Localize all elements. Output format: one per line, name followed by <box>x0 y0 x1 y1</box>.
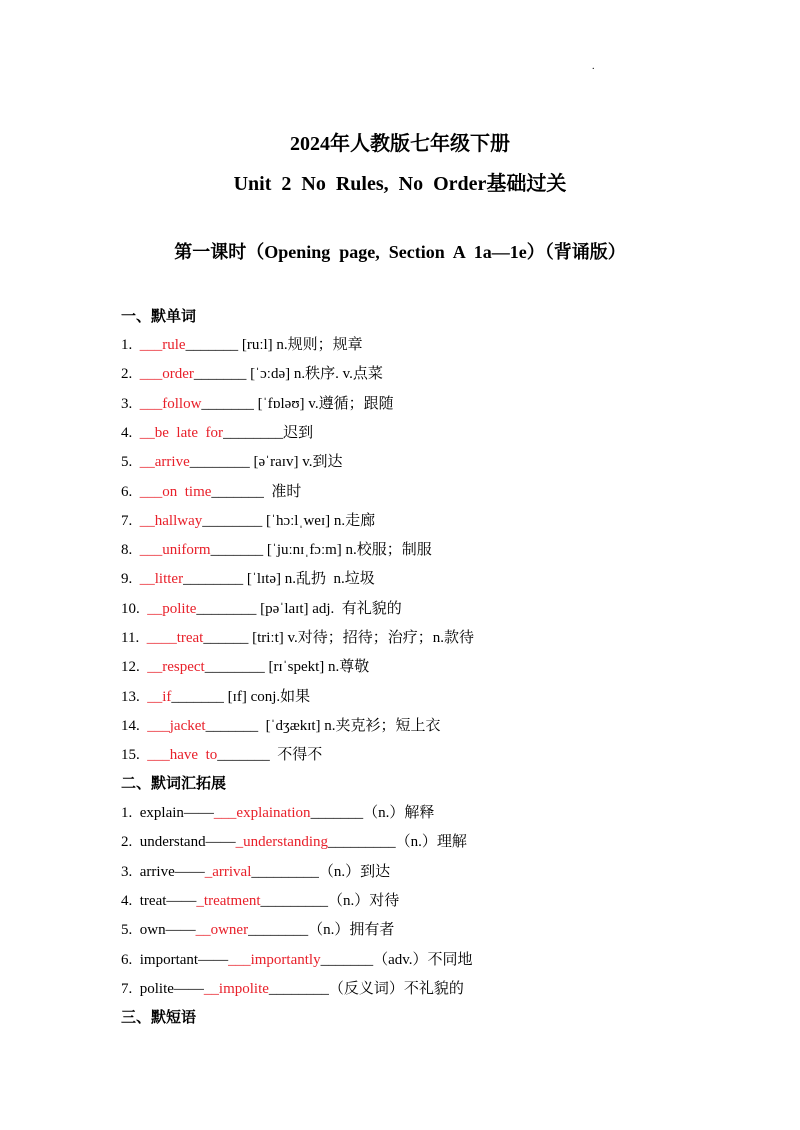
answer-text: treatment <box>203 893 261 909</box>
page-title: 2024年人教版七年级下册 <box>290 133 510 155</box>
section-heading-vocab-extension: 二、默词汇拓展 <box>121 776 227 792</box>
item-number: 8. <box>121 542 140 558</box>
item-definition: [ˈlɪtə] n.乱扔 n.垃圾 <box>243 571 375 587</box>
item-definition: [triːt] v.对待；招待；治疗；n.款待 <box>248 630 475 646</box>
word-item <box>121 716 441 736</box>
blank-post: _______ <box>217 747 270 763</box>
word-item <box>121 482 301 502</box>
word-item <box>121 745 322 765</box>
vocab-item <box>121 920 394 940</box>
blank-post: _______ <box>201 396 254 412</box>
blank-post: _________ <box>260 893 329 909</box>
item-definition: [ɪf] conj.如果 <box>223 689 311 705</box>
item-number: 1. <box>121 337 140 353</box>
item-number: 15. <box>121 747 148 763</box>
item-definition: [əˈraɪv] v.到达 <box>249 454 343 470</box>
item-definition: [ruːl] n.规则；规章 <box>238 337 363 353</box>
answer-text: order <box>162 366 194 382</box>
blank-post: ________ <box>196 601 257 617</box>
vocab-item <box>121 891 399 911</box>
item-number: 5. <box>121 922 140 938</box>
word-item <box>121 628 474 648</box>
item-number: 1. <box>121 805 140 821</box>
blank-pre: ___ <box>228 952 251 968</box>
item-definition: （n.）拥有者 <box>308 922 395 938</box>
blank-pre: ___ <box>139 337 163 353</box>
base-word: arrive—— <box>139 864 205 880</box>
blank-pre: ___ <box>139 484 163 500</box>
blank-pre: __ <box>195 922 211 938</box>
item-number: 7. <box>121 513 140 529</box>
blank-pre: __ <box>147 689 163 705</box>
item-definition: [rɪˈspekt] n.尊敬 <box>264 659 370 675</box>
answer-text: follow <box>162 396 202 412</box>
item-definition: 不得不 <box>269 747 323 763</box>
answer-text: owner <box>210 922 249 938</box>
blank-post: _______ <box>193 366 247 382</box>
word-item <box>121 540 432 560</box>
item-number: 3. <box>121 396 140 412</box>
answer-text: on time <box>162 484 212 500</box>
item-definition: 准时 <box>263 484 302 500</box>
blank-post: ______ <box>203 630 249 646</box>
vocab-item <box>121 950 473 970</box>
blank-pre: ___ <box>139 396 163 412</box>
answer-text: uniform <box>162 542 211 558</box>
answer-text: polite <box>162 601 197 617</box>
item-definition: [ˈdʒækɪt] n.夹克衫；短上衣 <box>258 718 441 734</box>
item-number: 2. <box>121 366 140 382</box>
blank-pre: __ <box>139 513 155 529</box>
item-number: 12. <box>121 659 148 675</box>
word-item <box>121 511 375 531</box>
blank-post: _______ <box>211 484 264 500</box>
blank-post: ________ <box>268 981 329 997</box>
item-definition: （n.）对待 <box>328 893 400 909</box>
base-word: treat—— <box>139 893 197 909</box>
item-number: 4. <box>121 425 140 441</box>
word-item <box>121 335 363 355</box>
answer-text: respect <box>162 659 205 675</box>
page-subtitle: Unit 2 No Rules, No Order基础过关 <box>233 173 567 195</box>
section-heading-phrases: 三、默短语 <box>121 1010 197 1026</box>
answer-text: understanding <box>243 834 329 850</box>
corner-dot: . <box>592 61 595 72</box>
item-definition: [pəˈlaɪt] adj. 有礼貌的 <box>256 601 402 617</box>
item-number: 7. <box>121 981 140 997</box>
item-number: 9. <box>121 571 140 587</box>
word-item <box>121 364 383 384</box>
blank-post: ________ <box>189 454 250 470</box>
answer-text: impolite <box>218 981 269 997</box>
blank-post: ________ <box>202 513 263 529</box>
answer-text: importantly <box>250 952 321 968</box>
blank-post: ________ <box>223 425 284 441</box>
vocab-item <box>121 862 390 882</box>
item-definition: [ˈjuːnɪˌfɔːm] n.校服；制服 <box>263 542 432 558</box>
item-number: 6. <box>121 484 140 500</box>
blank-post: _______ <box>210 542 264 558</box>
item-number: 14. <box>121 718 148 734</box>
item-definition: （n.）解释 <box>363 805 435 821</box>
blank-pre: ___ <box>213 805 237 821</box>
blank-post: ________ <box>248 922 309 938</box>
blank-pre: _ <box>204 864 213 880</box>
word-item <box>121 452 342 472</box>
blank-post: _________ <box>251 864 319 880</box>
item-definition: （n.）理解 <box>395 834 467 850</box>
item-number: 10. <box>121 601 148 617</box>
vocab-item <box>121 832 467 852</box>
answer-text: rule <box>162 337 186 353</box>
item-definition: （n.）到达 <box>318 864 391 880</box>
answer-text: if <box>162 689 172 705</box>
word-item <box>121 657 369 677</box>
blank-pre: __ <box>147 659 163 675</box>
item-number: 2. <box>121 834 140 850</box>
item-number: 5. <box>121 454 140 470</box>
blank-pre: ___ <box>147 747 170 763</box>
answer-text: jacket <box>169 718 206 734</box>
item-number: 13. <box>121 689 148 705</box>
section-heading-words: 一、默单词 <box>121 309 197 325</box>
answer-text: treat <box>176 630 204 646</box>
base-word: polite—— <box>139 981 204 997</box>
blank-pre: __ <box>139 571 155 587</box>
blank-pre: __ <box>139 454 155 470</box>
answer-text: arrive <box>154 454 190 470</box>
blank-pre: ___ <box>139 366 163 382</box>
blank-post: ________ <box>204 659 265 675</box>
item-definition: 迟到 <box>283 425 314 441</box>
word-item <box>121 394 394 414</box>
blank-pre: __ <box>147 601 163 617</box>
blank-post: _______ <box>320 952 374 968</box>
base-word: explain—— <box>139 805 214 821</box>
blank-pre: __ <box>203 981 219 997</box>
blank-post: _______ <box>185 337 239 353</box>
item-definition: （反义词）不礼貌的 <box>328 981 464 997</box>
item-definition: [ˈɔːdə] n.秩序. v.点菜 <box>246 366 383 382</box>
blank-pre: ___ <box>147 718 170 734</box>
item-definition: （adv.）不同地 <box>373 952 473 968</box>
vocab-item <box>121 979 464 999</box>
item-number: 4. <box>121 893 140 909</box>
word-item <box>121 423 313 443</box>
base-word: understand—— <box>139 834 236 850</box>
word-item <box>121 687 310 707</box>
blank-pre: ___ <box>139 542 163 558</box>
blank-post: _________ <box>328 834 396 850</box>
item-number: 3. <box>121 864 140 880</box>
item-definition: [ˈfɒləʊ] v.遵循；跟随 <box>253 396 394 412</box>
blank-post: _______ <box>171 689 224 705</box>
item-number: 11. <box>121 630 147 646</box>
answer-text: litter <box>154 571 184 587</box>
blank-post: _______ <box>205 718 259 734</box>
word-item <box>121 599 402 619</box>
answer-text: have to <box>169 747 218 763</box>
answer-text: hallway <box>154 513 203 529</box>
answer-text: be late for <box>154 425 224 441</box>
blank-post: _______ <box>310 805 364 821</box>
answer-text: explaination <box>236 805 311 821</box>
item-number: 6. <box>121 952 140 968</box>
blank-pre: _ <box>235 834 244 850</box>
word-item <box>121 569 375 589</box>
blank-pre: ____ <box>146 630 177 646</box>
vocab-item <box>121 803 434 823</box>
base-word: own—— <box>139 922 196 938</box>
lesson-title: 第一课时（Opening page, Section A 1a—1e）（背诵版） <box>174 242 626 262</box>
answer-text: arrival <box>212 864 252 880</box>
blank-pre: _ <box>196 893 204 909</box>
blank-pre: __ <box>139 425 155 441</box>
item-definition: [ˈhɔːlˌweɪ] n.走廊 <box>262 513 376 529</box>
base-word: important—— <box>139 952 229 968</box>
blank-post: ________ <box>183 571 244 587</box>
